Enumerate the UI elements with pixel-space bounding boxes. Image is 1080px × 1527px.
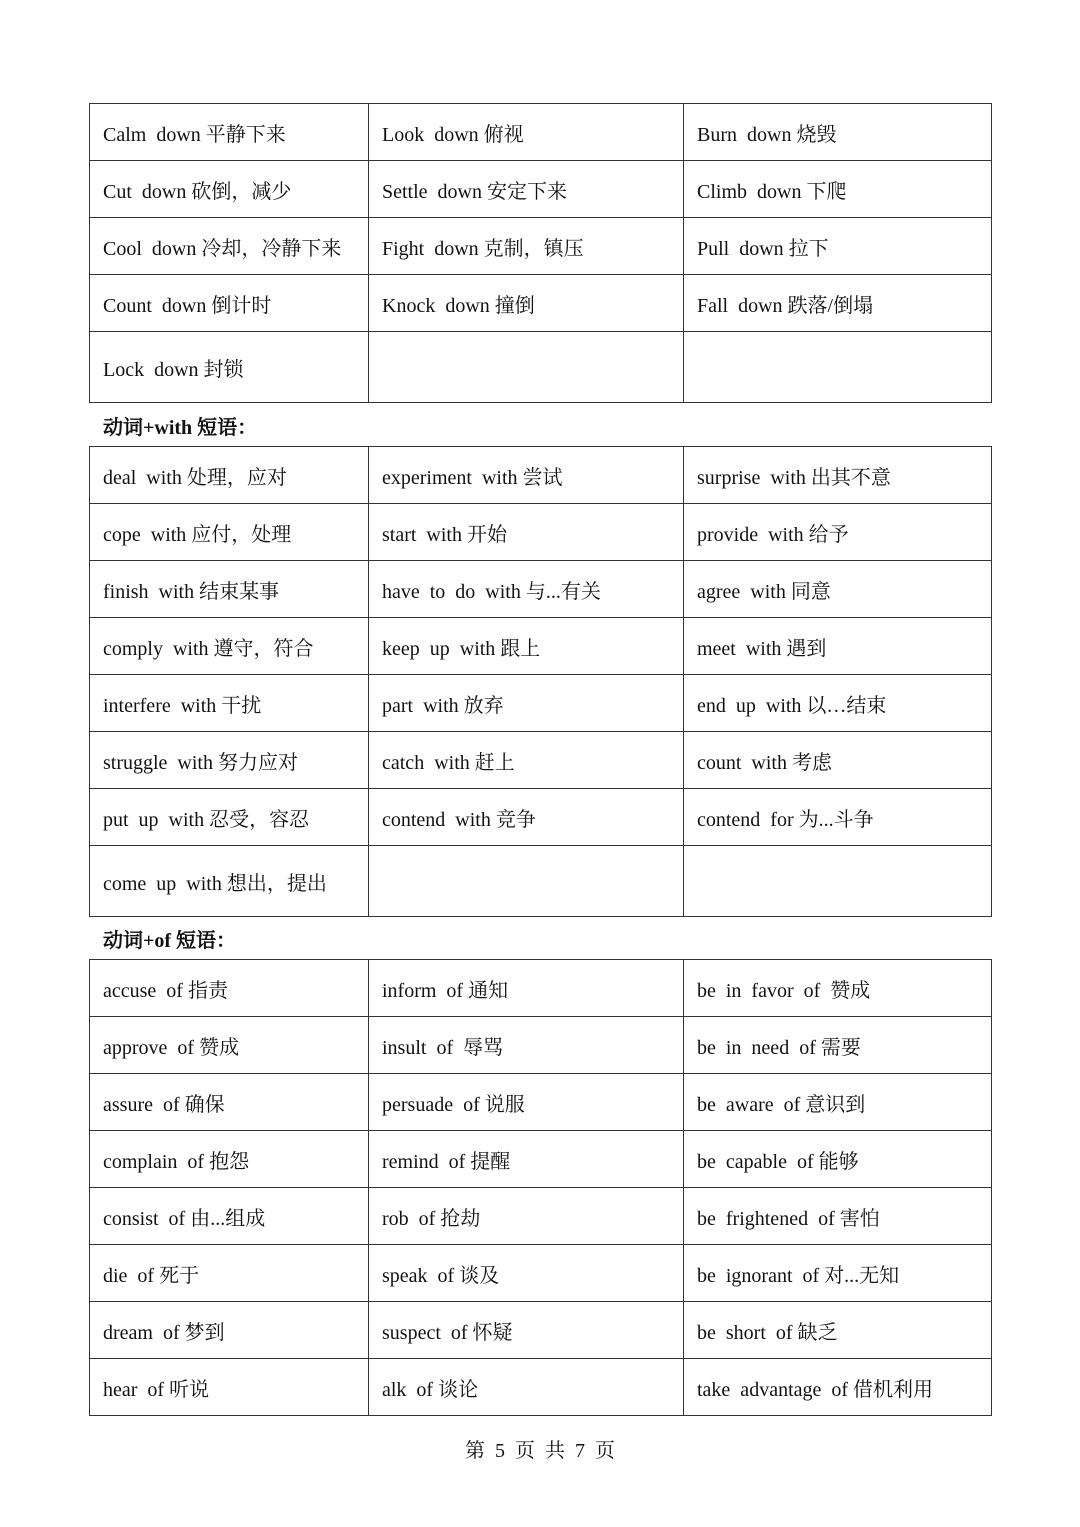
phrase-cell: experiment with 尝试	[369, 447, 684, 504]
phrase-cell: be frightened of 害怕	[684, 1188, 992, 1245]
phrase-cell: be capable of 能够	[684, 1131, 992, 1188]
table-row	[90, 675, 992, 732]
table-row	[90, 1188, 992, 1245]
table-row	[90, 275, 992, 332]
phrase-cell: put up with 忍受，容忍	[90, 789, 369, 846]
phrase-cell: approve of 赞成	[90, 1017, 369, 1074]
phrase-cell: rob of 抢劫	[369, 1188, 684, 1245]
phrase-cell: finish with 结束某事	[90, 561, 369, 618]
phrase-cell: hear of 听说	[90, 1359, 369, 1416]
phrase-cell	[369, 846, 684, 917]
page-footer: 第 5 页 共 7 页	[465, 1440, 615, 1462]
with-phrases-table	[89, 446, 992, 917]
table-row	[90, 332, 992, 403]
phrase-cell: accuse of 指责	[90, 960, 369, 1017]
table-row	[90, 846, 992, 917]
phrase-cell: suspect of 怀疑	[369, 1302, 684, 1359]
with-section-heading: 动词+with 短语：	[103, 417, 258, 439]
table-row	[90, 504, 992, 561]
phrase-cell	[684, 846, 992, 917]
table-row	[90, 732, 992, 789]
phrase-cell: meet with 遇到	[684, 618, 992, 675]
phrase-cell: Calm down 平静下来	[90, 104, 369, 161]
phrase-cell: Pull down 拉下	[684, 218, 992, 275]
phrase-cell: complain of 抱怨	[90, 1131, 369, 1188]
phrase-cell: come up with 想出，提出	[90, 846, 369, 917]
phrase-cell	[684, 332, 992, 403]
phrase-cell: cope with 应付，处理	[90, 504, 369, 561]
phrase-cell: have to do with 与...有关	[369, 561, 684, 618]
table-row	[90, 1074, 992, 1131]
phrase-cell: comply with 遵守，符合	[90, 618, 369, 675]
phrase-cell: consist of 由...组成	[90, 1188, 369, 1245]
phrase-cell: alk of 谈论	[369, 1359, 684, 1416]
phrase-cell: persuade of 说服	[369, 1074, 684, 1131]
phrase-cell: interfere with 干扰	[90, 675, 369, 732]
table-row	[90, 1359, 992, 1416]
phrase-cell: remind of 提醒	[369, 1131, 684, 1188]
table-row	[90, 1245, 992, 1302]
table-row	[90, 1017, 992, 1074]
of-phrases-table	[89, 959, 992, 1416]
phrase-cell: provide with 给予	[684, 504, 992, 561]
table-row	[90, 218, 992, 275]
table-row	[90, 104, 992, 161]
table-row	[90, 960, 992, 1017]
phrase-cell: contend for 为...斗争	[684, 789, 992, 846]
phrase-cell: Count down 倒计时	[90, 275, 369, 332]
phrase-cell: end up with 以…结束	[684, 675, 992, 732]
phrase-cell: Lock down 封锁	[90, 332, 369, 403]
phrase-cell: Burn down 烧毁	[684, 104, 992, 161]
phrase-cell: Knock down 撞倒	[369, 275, 684, 332]
phrase-cell: keep up with 跟上	[369, 618, 684, 675]
table-row	[90, 1131, 992, 1188]
phrase-cell: speak of 谈及	[369, 1245, 684, 1302]
phrase-cell: struggle with 努力应对	[90, 732, 369, 789]
phrase-cell: agree with 同意	[684, 561, 992, 618]
phrase-cell: Look down 俯视	[369, 104, 684, 161]
phrase-cell: insult of 辱骂	[369, 1017, 684, 1074]
phrase-cell	[369, 332, 684, 403]
phrase-cell: Settle down 安定下来	[369, 161, 684, 218]
down-phrases-table	[89, 103, 992, 403]
table-row	[90, 447, 992, 504]
phrase-cell: deal with 处理，应对	[90, 447, 369, 504]
phrase-cell: Fall down 跌落/倒塌	[684, 275, 992, 332]
table-row	[90, 161, 992, 218]
phrase-cell: count with 考虑	[684, 732, 992, 789]
phrase-cell: contend with 竞争	[369, 789, 684, 846]
of-section-heading: 动词+of 短语：	[103, 930, 237, 952]
phrase-cell: Fight down 克制，镇压	[369, 218, 684, 275]
table-row	[90, 561, 992, 618]
phrase-cell: take advantage of 借机利用	[684, 1359, 992, 1416]
phrase-cell: start with 开始	[369, 504, 684, 561]
phrase-cell: be ignorant of 对...无知	[684, 1245, 992, 1302]
table-row	[90, 789, 992, 846]
phrase-cell: part with 放弃	[369, 675, 684, 732]
table-row	[90, 618, 992, 675]
phrase-cell: Cut down 砍倒，减少	[90, 161, 369, 218]
phrase-cell: be aware of 意识到	[684, 1074, 992, 1131]
table-row	[90, 1302, 992, 1359]
phrase-cell: inform of 通知	[369, 960, 684, 1017]
phrase-cell: be in favor of 赞成	[684, 960, 992, 1017]
phrase-cell: be short of 缺乏	[684, 1302, 992, 1359]
phrase-cell: surprise with 出其不意	[684, 447, 992, 504]
phrase-cell: dream of 梦到	[90, 1302, 369, 1359]
phrase-cell: Cool down 冷却，冷静下来	[90, 218, 369, 275]
phrase-cell: Climb down 下爬	[684, 161, 992, 218]
phrase-cell: be in need of 需要	[684, 1017, 992, 1074]
phrase-cell: die of 死于	[90, 1245, 369, 1302]
phrase-cell: assure of 确保	[90, 1074, 369, 1131]
phrase-cell: catch with 赶上	[369, 732, 684, 789]
